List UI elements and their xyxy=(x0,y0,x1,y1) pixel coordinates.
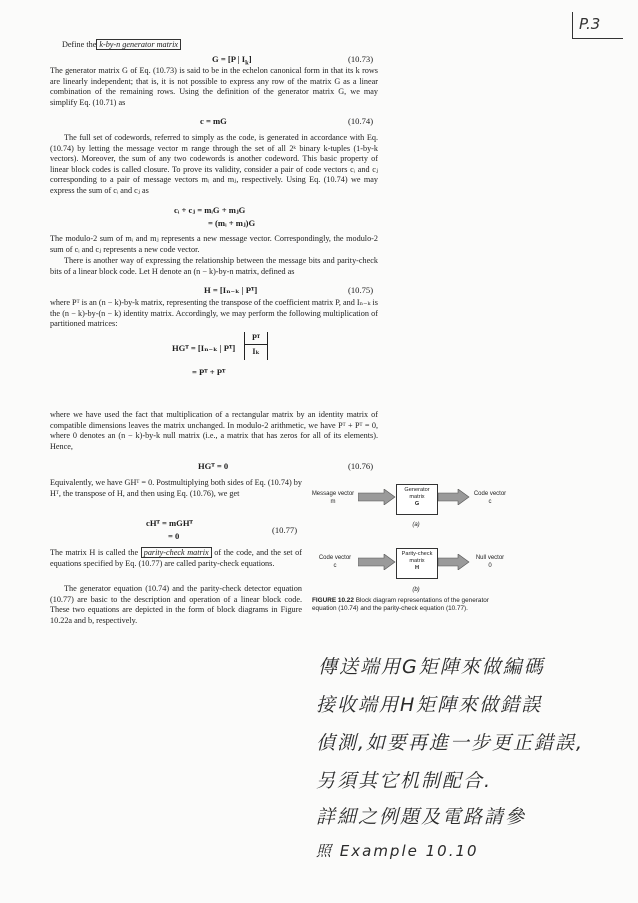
definition-generator-matrix: Define the k-by-n generator matrix xyxy=(62,40,262,51)
equation-sum-line1: cᵢ + cⱼ = mᵢG + mⱼG xyxy=(174,205,246,215)
equation-10-73: G = [P | $I_k$] xyxy=(212,54,252,67)
paragraph-parity-intro: There is another way of expressing the relationship between the message bits and parity-check bits of a linear block code. Let H denote an (n − k)-by-n matrix, defined as xyxy=(50,256,378,276)
handwritten-note-line-4: 另須其它机制配合. xyxy=(316,770,493,792)
equation-10-77-line2: = 0 xyxy=(168,531,180,541)
paragraph-echelon: The generator matrix G of Eq. (10.73) is said to be in the echelon canonical form in that its k rows are linearly independent; that is, it is not possible to express any row of the matrix G as a linear combination of the remaining rows. Using the definition of the generator matrix G, we may simplify Eq. (10.71) as xyxy=(50,66,378,107)
highlighted-term-generator: k-by-n generator matrix xyxy=(96,39,181,50)
handwritten-note-line-2: 接收端用H矩陣來做錯誤 xyxy=(316,694,543,716)
paragraph-postmultiply: Equivalently, we have GHᵀ = 0. Postmultiplying both sides of Eq. (10.74) by Hᵀ, the transpose of H, and then using Eq. (10.76), we get xyxy=(50,478,302,498)
equation-hgt-line2: = Pᵀ + Pᵀ xyxy=(192,367,226,377)
diagram-b-caption: (b) xyxy=(412,587,420,593)
equation-sum-line2: = (mᵢ + mⱼ)G xyxy=(208,218,256,228)
generator-matrix-block: Generator matrix G xyxy=(396,484,438,515)
equation-number-10-76: (10.76) xyxy=(348,461,374,471)
diagram-a-output-label: Code vector c xyxy=(473,491,507,505)
handwritten-note-line-5: 詳細之例題及電路請參 xyxy=(316,806,527,828)
diagram-b-output-arrow xyxy=(438,554,470,570)
equation-number-10-73: (10.73) xyxy=(348,54,374,64)
diagram-a-input-label: Message vector m xyxy=(311,491,355,505)
equation-hgt-lhs: HGᵀ = [Iₙ₋ₖ | Pᵀ] xyxy=(172,343,236,353)
equation-10-77-line1: cHᵀ = mGHᵀ xyxy=(146,518,193,528)
equation-number-10-77: (10.77) xyxy=(272,525,298,535)
page-number-mark: P.3 xyxy=(572,12,623,39)
equation-10-75: H = [Iₙ₋ₖ | Pᵀ] xyxy=(204,285,258,295)
highlighted-term-parity: parity-check matrix xyxy=(141,547,212,558)
diagram-a-caption: (a) xyxy=(412,522,420,528)
handwritten-note-line-6: 照 Example 10.10 xyxy=(316,842,479,860)
paragraph-modulo2: The modulo-2 sum of mᵢ and mⱼ represents a new message vector. Correspondingly, the modulo-2 sum of cᵢ and cⱼ represents a new code vector. xyxy=(50,234,378,254)
partitioned-matrix: Pᵀ Iₖ xyxy=(244,332,268,360)
parity-check-matrix-block: Parity-check matrix H xyxy=(396,548,438,579)
paragraph-closure: The full set of codewords, referred to simply as the code, is generated in accordance with Eq. (10.74) by letting the message vector m range through the set of all 2ᵏ binary k-tuples (1-by-k vectors). Moreover, the sum of any two codewords is another codeword. This basic property of linear block codes is called closure. To prove its validity, consider a pair of code vectors cᵢ and cⱼ corresponding to a pair of message vectors mᵢ and mⱼ, respectively. Using Eq. (10.74) we may express the sum of cᵢ and cⱼ as xyxy=(50,133,378,195)
equation-10-76: HGᵀ = 0 xyxy=(198,461,229,471)
handwritten-note-line-1: 傳送端用G矩陣來做編碼 xyxy=(318,656,545,678)
diagram-b-input-label: Code vector c xyxy=(318,555,352,569)
paragraph-identity: where we have used the fact that multiplication of a rectangular matrix by an identity matrix of compatible dimensions leaves the matrix unchanged. In modulo-2 arithmetic, we have Pᵀ + Pᵀ = 0, where 0 denotes an (n − k)-by-k null matrix (i.e., a matrix that has zeros for all of its elements). Hence, xyxy=(50,410,378,451)
handwritten-note-line-3: 偵測,如要再進一步更正錯誤, xyxy=(316,732,585,754)
figure-caption: FIGURE 10.22 Block diagram representations of the generator equation (10.74) and the parity-check equation (10.77). xyxy=(312,597,489,613)
diagram-b-output-label: Null vector 0 xyxy=(475,555,505,569)
equation-number-10-74: (10.74) xyxy=(348,116,374,126)
equation-10-74: c = mG xyxy=(200,116,227,126)
paragraph-transpose: where Pᵀ is an (n − k)-by-k matrix, representing the transpose of the coefficient matrix P, and Iₙ₋ₖ is the (n − k)-by-(n − k) identity matrix. Accordingly, we may perform the following multiplication of partitioned matrices: xyxy=(50,298,378,329)
equation-number-10-75: (10.75) xyxy=(348,285,374,295)
diagram-b-input-arrow xyxy=(358,554,396,570)
diagram-a-output-arrow xyxy=(438,489,470,505)
paragraph-block-diagrams: The generator equation (10.74) and the parity-check detector equation (10.77) are basic to the description and operation of a linear block code. These two equations are depicted in the form of block diagrams in Figure 10.22a and b, respectively. xyxy=(50,584,302,625)
diagram-a-input-arrow xyxy=(358,489,396,505)
paragraph-parity-matrix: The matrix H is called the parity-check matrix of the code, and the set of equations specified by Eq. (10.77) are called parity-check equations. xyxy=(50,548,302,568)
